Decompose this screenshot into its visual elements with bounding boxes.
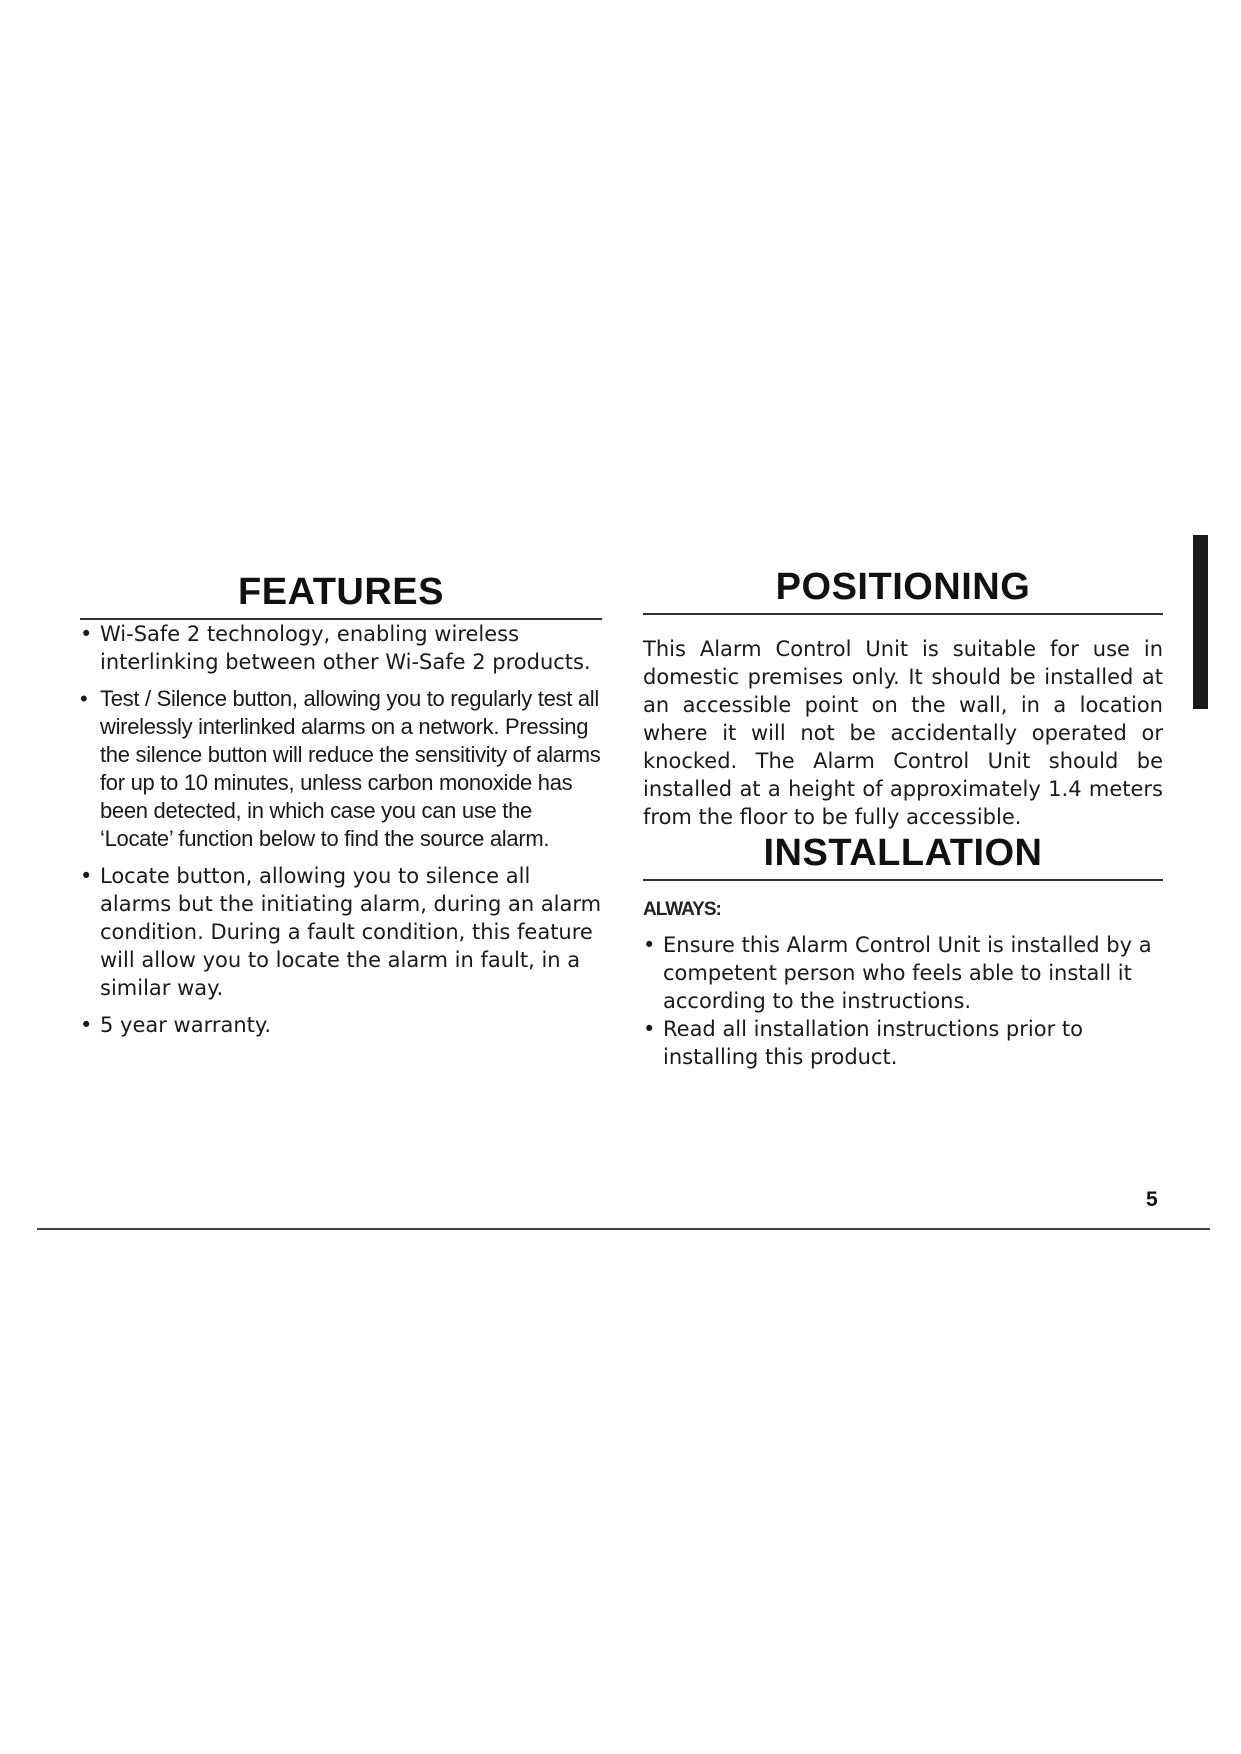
- positioning-paragraph: This Alarm Control Unit is suitable for use in domestic premises only. It should be installed at an accessible point on the wall, in a location where it will not be accidentally operated or knocked. The Alarm Control Unit should be installed at a height of approximately 1.4 meters from the floor to be fully accessible.: [643, 637, 1163, 829]
- installation-text: Ensure this Alarm Control Unit is installed by a competent person who feels able to install it according to the instructions.: [663, 933, 1152, 1013]
- bullet-icon: •: [80, 686, 88, 711]
- footer-divider: [37, 1228, 1210, 1230]
- features-section: [80, 570, 602, 1048]
- list-item: [80, 1011, 602, 1039]
- features-list: [80, 620, 602, 1039]
- installation-text: Read all installation instructions prior to installing this product.: [663, 1017, 1083, 1069]
- bullet-icon: •: [643, 933, 656, 957]
- bullet-icon: •: [643, 1017, 656, 1041]
- features-heading: FEATURES: [80, 570, 602, 620]
- installation-heading: INSTALLATION: [643, 831, 1163, 881]
- positioning-heading: POSITIONING: [643, 565, 1163, 615]
- feature-text: Locate button, allowing you to silence all alarms but the initiating alarm, during an alarm condition. During a fault condition, this feature will allow you to locate the alarm in fault, in a similar way.: [100, 864, 602, 1000]
- feature-text: 5 year warranty.: [100, 1013, 272, 1037]
- list-item: [643, 1015, 1163, 1071]
- section-tab-marker: [1193, 535, 1208, 709]
- list-item: [80, 685, 602, 853]
- page-number: 5: [1146, 1188, 1158, 1211]
- bullet-icon: •: [80, 864, 93, 888]
- feature-text: Test / Silence button, allowing you to regularly test all wirelessly interlinked alarms on a network. Pressing the silence button will reduce the sensitivity of alarms for up to 10 minutes, unless carbon monoxide has been detected, in which case you can use the ‘Locate’ function below to find the source alarm.: [100, 686, 601, 851]
- bullet-icon: •: [80, 1013, 93, 1037]
- list-item: [80, 620, 602, 676]
- list-item: [80, 862, 602, 1002]
- positioning-installation-section: [643, 565, 1163, 1071]
- feature-text: Wi-Safe 2 technology, enabling wireless interlinking between other Wi-Safe 2 products.: [100, 622, 591, 674]
- bullet-icon: •: [80, 622, 93, 646]
- always-label: ALWAYS:: [643, 899, 721, 920]
- list-item: [643, 931, 1163, 1015]
- installation-list: [643, 931, 1163, 1071]
